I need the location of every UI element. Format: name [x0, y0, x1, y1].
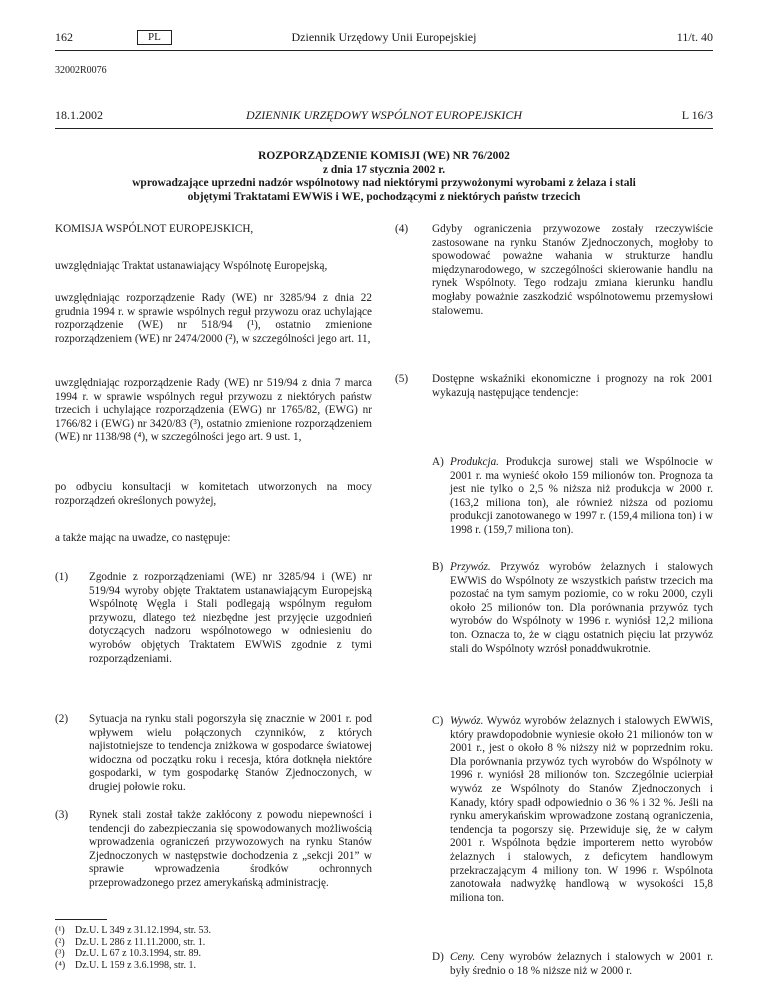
header-rule [55, 50, 713, 51]
subitem-title: Przywóz. [450, 561, 491, 573]
subitem-title: Ceny. [450, 951, 476, 963]
subitem-imports [450, 561, 713, 656]
footnote [55, 948, 211, 960]
celex-number: 32002R0076 [55, 65, 107, 76]
title-line-4: objętymi Traktatami EWWiS i WE, pochodzącymi z niektórych państw trzecich [187, 190, 581, 203]
footnote [55, 925, 211, 937]
subitem-exports [450, 715, 713, 905]
footnote-text: Dz.U. L 349 z 31.12.1994, str. 53. [75, 925, 212, 936]
footnote-rule [55, 919, 107, 920]
recital-consultation: po odbyciu konsultacji w komitetach utworzonych na mocy rozporządzeń określonych powyżej, [55, 481, 372, 507]
recital-item-3: Rynek stali został także zakłócony z powodu niepewności i tendencji do zabezpieczania się spowodowanych możliwością wprowadzenia ograniczeń przywozowych na rynku Stanów Zjednoczonych w następstwie dochodzenia z „sekcji 201” w sprawie wprowadzenia środków ochronnych przeprowadzonego przez amerykańską administrację. [89, 809, 372, 889]
recital-treaty: uwzględniając Traktat ustanawiający Wspólnotę Europejską, [55, 260, 328, 272]
subitem-text: Wywóz wyrobów żelaznych i stalowych EWWiS, który prawdopodobnie wyniesie około 21 milionów ton w 2001 r., jest o około 8 % niższy niż w poprzednim roku. Dla porównania przywóz tych wyrobów do Wspólnoty w 1996 r. wyniósł 28 milionów ton. Szczególnie ucierpiał wywóz ze Wspólnoty do Stanów Zjednoczonych i Kanady, który spadł odpowiednio o 36 % i 32 %. Jeśli na rynku amerykańskim wprowadzone zostaną ograniczenia, tendencja ta pogorszy się. Przewiduje się, że w całym 2001 r. Wspólnota będzie importerem netto wyrobów żelaznych i stalowych, z deficytem handlowym przekraczającym 4 miliony ton. W 1996 r. Wspólnota zanotowała nadwyżkę handlową w wysokości 15,8 miliona ton. [450, 715, 713, 904]
volume-reference: 11/t. 40 [676, 30, 713, 44]
footnote-text: Dz.U. L 67 z 10.3.1994, str. 89. [75, 948, 202, 959]
footnote [55, 937, 211, 949]
subitem-title: Produkcja. [450, 456, 499, 468]
subitem-prices [450, 951, 713, 978]
oj-reference: L 16/3 [681, 108, 713, 122]
original-journal-title: DZIENNIK URZĘDOWY WSPÓLNOT EUROPEJSKICH [245, 108, 523, 122]
recital-item-5: Dostępne wskaźniki ekonomiczne i prognozy na rok 2001 wykazują następujące tendencje: [432, 373, 713, 399]
language-badge: PL [137, 30, 172, 45]
footnote-text: Dz.U. L 286 z 11.11.2000, str. 1. [75, 936, 206, 948]
footnote [55, 960, 211, 972]
publication-date: 18.1.2002 [55, 108, 103, 122]
title-line-3: wprowadzające uprzedni nadzór wspólnotowy nad niektórymi przywożonymi wyrobami z żelaza i stali [132, 177, 636, 190]
whereas-clause: a także mając na uwadze, co następuje: [55, 532, 231, 544]
regulation-title [55, 150, 713, 204]
title-line-1: ROZPORZĄDZENIE KOMISJI (WE) NR 76/2002 [258, 150, 510, 162]
recital-item-4: Gdyby ograniczenia przywozowe zostały rzeczywiście zastosowane na rynku Stanów Zjednoczonych, mogłoby to spowodować poważne wahania w strukturze handlu międzynarodowego, w szczególności skierowanie handlu na rynek Wspólnoty. Tego rodzaju zmiana kierunku handlu mogłaby poważnie zaszkodzić wspólnotowemu przemysłowi stalowemu. [432, 223, 713, 317]
footnote-mark: (⁴) [55, 959, 66, 971]
item-number: (1) [55, 571, 69, 583]
subitem-label: B) [432, 561, 444, 573]
commission-heading: KOMISJA WSPÓLNOT EUROPEJSKICH, [55, 223, 254, 235]
recital-regulation-3285: uwzględniając rozporządzenie Rady (WE) nr 3285/94 z dnia 22 grudnia 1994 r. w sprawie wspólnych reguł przywozu oraz uchylające rozporządzenie (WE) nr 518/94 (¹), ostatnio zmienione rozporządzeniem (WE) nr 2474/2000 (²), w szczególności jego art. 11, [55, 292, 372, 345]
subheader-rule [55, 128, 713, 129]
item-number: (4) [395, 223, 409, 235]
subitem-label: D) [432, 951, 444, 963]
footnote-mark: (²) [55, 936, 65, 948]
recital-item-1: Zgodnie z rozporządzeniami (WE) nr 3285/94 i (WE) nr 519/94 wyroby objęte Traktatem ustanawiającym Europejską Wspólnotę Węgla i Stali podlegają wspólnym regułom przywozu, dlatego też niezbędne jest przyjęcie uzgodnień dotyczących nadzoru wspólnotowego w odniesieniu do wyrobów objętych Traktatem EWWiS zgodnie z tymi rozporządzeniami. [89, 571, 372, 665]
item-number: (2) [55, 713, 69, 725]
subitem-text: Ceny wyrobów żelaznych i stalowych w 2001 r. były średnio o 18 % niższe niż w 2000 r. [450, 951, 714, 977]
subitem-title: Wywóz. [450, 715, 484, 727]
subitem-label: C) [432, 715, 444, 727]
item-number: (3) [55, 809, 69, 821]
journal-title: Dziennik Urzędowy Unii Europejskiej [291, 30, 477, 44]
subitem-label: A) [432, 456, 444, 468]
subitem-production [450, 456, 713, 538]
subitem-text: Przywóz wyrobów żelaznych i stalowych EWWiS do Wspólnoty ze wszystkich państw trzecich ma pozostać na tym samym poziomie, co w roku 2000, czyli około 25 milionów ton. Dla porównania przywóz tych wyrobów do Wspólnoty w 1996 r. wyniósł 12,2 miliona ton. Oznacza to, że w ciągu ostatnich pięciu lat przywóz stali do Wspólnoty wzrósł ponaddwukrotnie. [450, 561, 714, 655]
subitem-text: Produkcja surowej stali we Wspólnocie w 2001 r. ma wynieść około 159 milionów ton. Prognoza ta jest nie tylko o 2,5 % niższa niż produkcja w 2000 r. (163,2 miliona ton), ale również niższa od poziomu produkcji zanotowanego w 1997 r. (159,4 miliona ton) i w 1998 r. (159,7 miliona ton). [450, 456, 713, 536]
footnote-mark: (³) [55, 948, 65, 959]
page-number: 162 [55, 30, 73, 44]
title-line-2: z dnia 17 stycznia 2002 r. [322, 163, 446, 176]
recital-regulation-519: uwzględniając rozporządzenie Rady (WE) nr 519/94 z dnia 7 marca 1994 r. w sprawie wspólnych reguł przywozu z niektórych państw trzecich i uchylające rozporządzenia (EWG) nr 1765/82, (EWG) nr 1766/82 i (EWG) nr 3420/83 (³), ostatnio zmienione rozporządzeniem (WE) nr 1138/98 (⁴), w szczególności jego art. 9 ust. 1, [55, 377, 372, 444]
footnote-mark: (¹) [55, 925, 65, 936]
item-number: (5) [395, 373, 409, 385]
recital-item-2: Sytuacja na rynku stali pogorszyła się znacznie w 2001 r. pod wpływem wielu połączonych czynników, z których najistotniejsze to tendencja zniżkowa w gospodarce światowej widoczna od początku roku i recesja, która dotknęła niektóre gospodarki, w tym gospodarkę Stanów Zjednoczonych, w drugiej połowie roku. [89, 713, 372, 793]
footnote-text: Dz.U. L 159 z 3.6.1998, str. 1. [75, 959, 197, 971]
footnote-list [55, 925, 211, 971]
